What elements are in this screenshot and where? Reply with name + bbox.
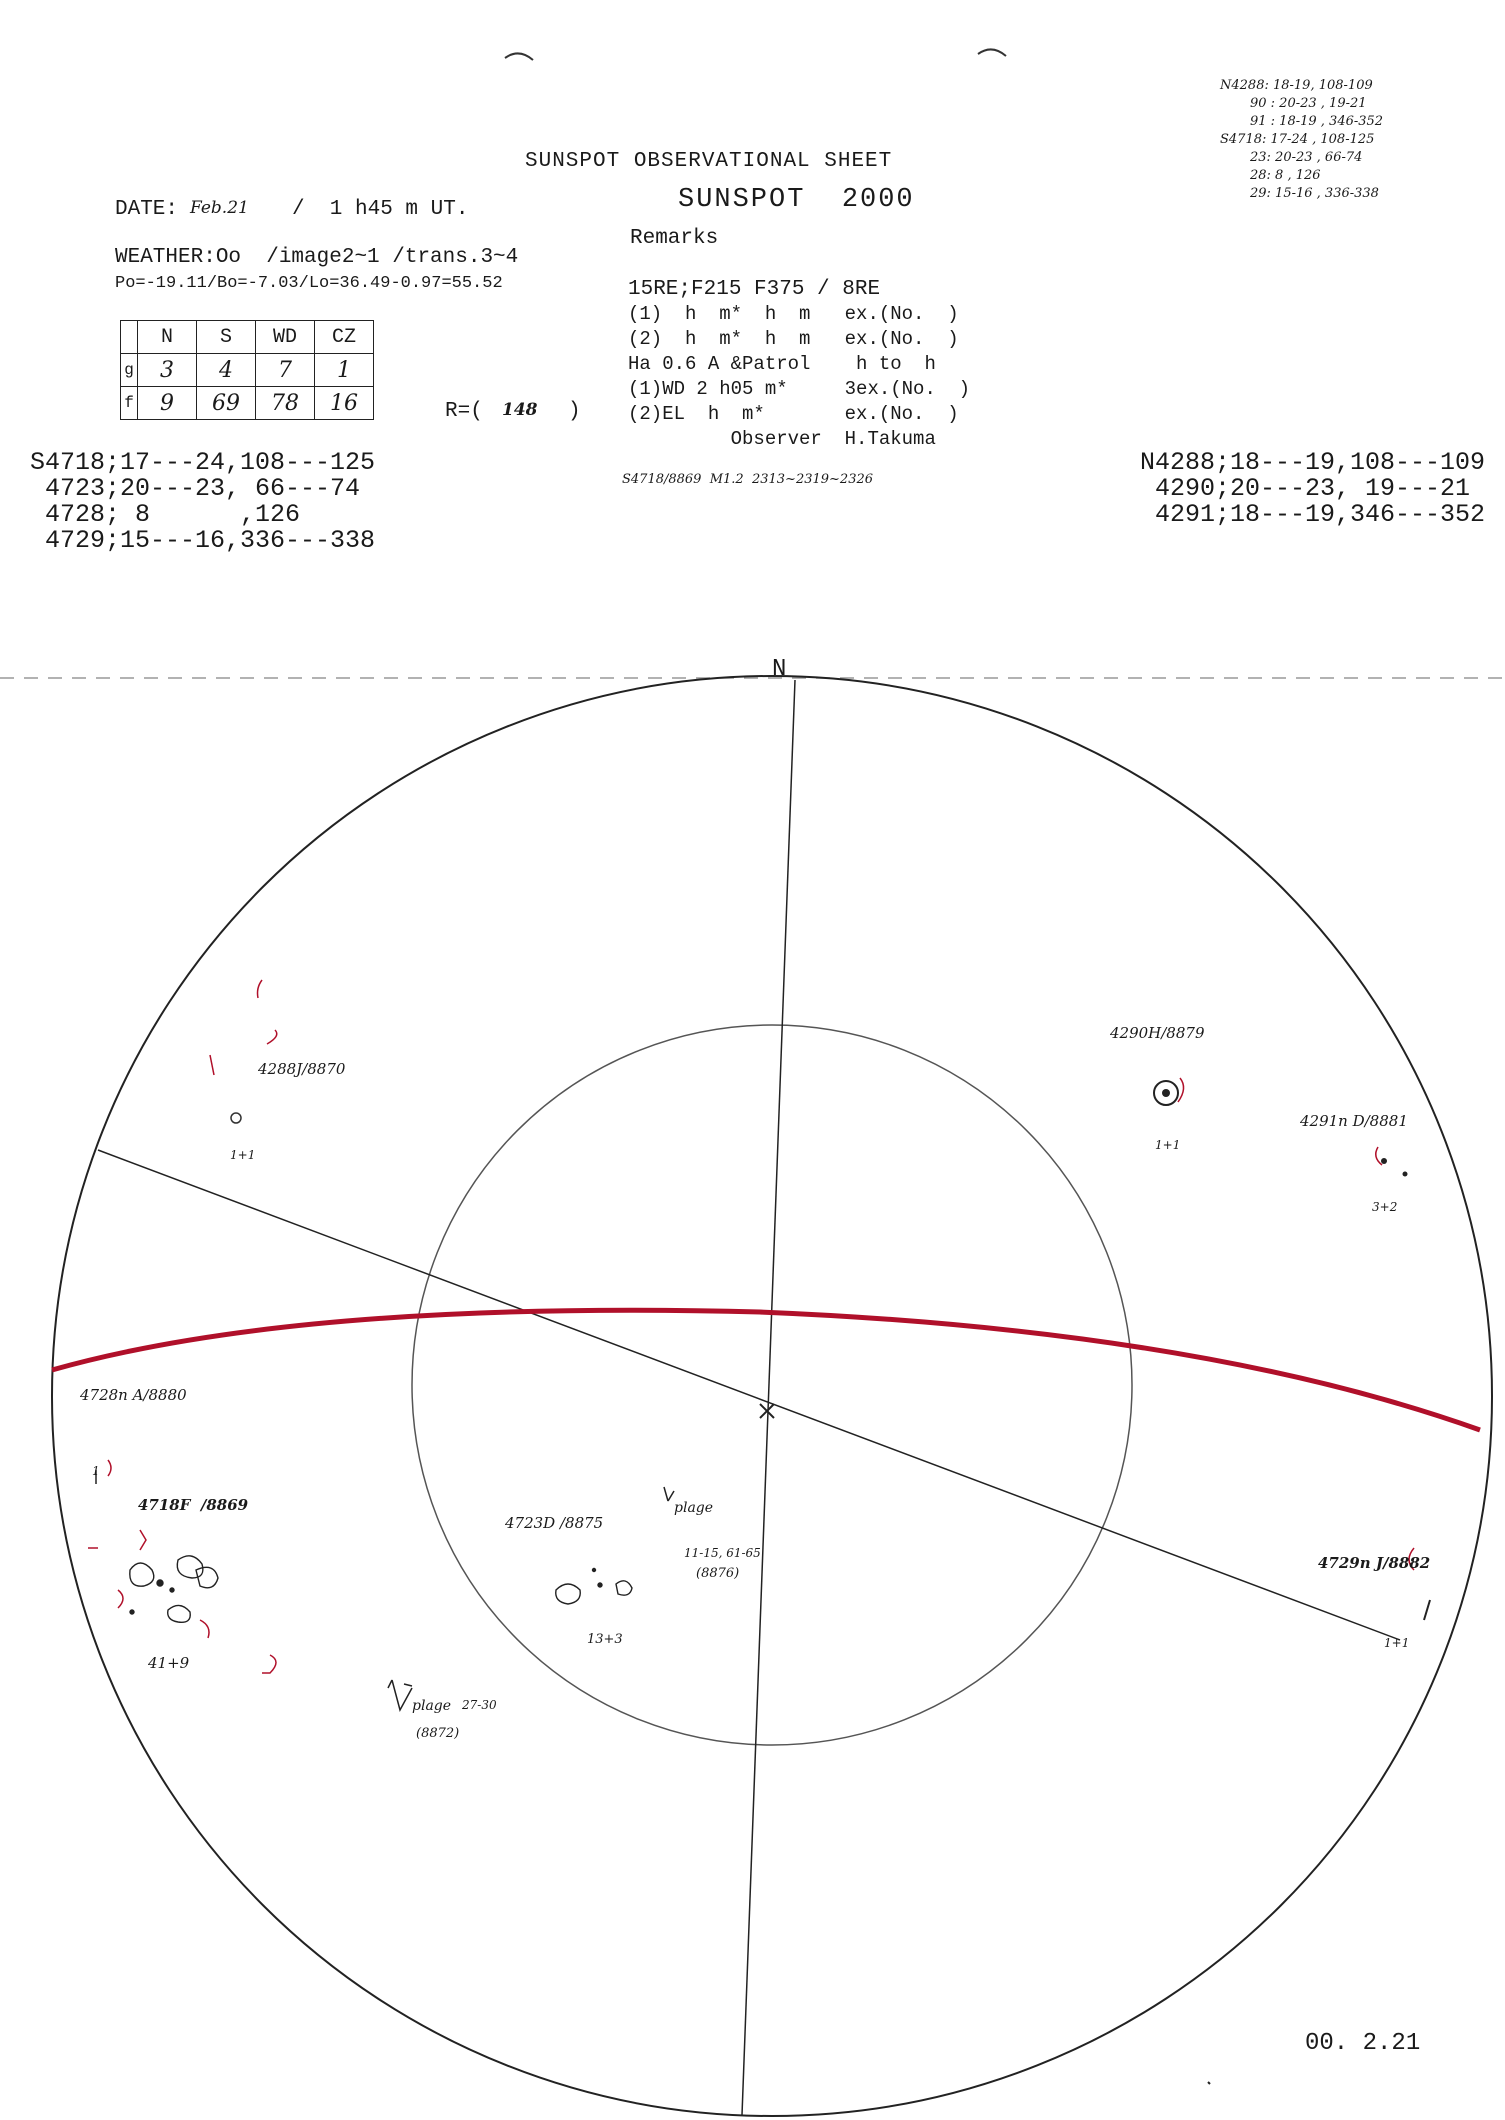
remark-line: Observer H.Takuma [628,428,936,450]
plage-arrow [388,1680,412,1710]
count-row-groups [121,354,374,387]
count-row-spots [121,387,374,420]
plage-ref: (8876) [696,1566,740,1581]
spot-group-4718 [130,1556,218,1622]
spot-marker-4729 [1424,1600,1430,1620]
spot-marker [1381,1158,1387,1164]
remark-line: Ha 0.6 A &Patrol h to h [628,353,936,375]
spot-marker [231,1113,241,1123]
note-line: 90 : 20-23 , 19-21 [1250,96,1367,111]
count-cell: 69 [197,387,256,420]
r-close: ) [568,400,581,423]
spot-group-4723 [556,1569,632,1605]
count-row-label: f [121,387,138,420]
date-label: DATE: [115,198,179,221]
count-header-n: N [138,321,197,354]
count-header-cz: CZ [315,321,374,354]
spot-label: 4718F /8869 [138,1496,249,1514]
remarks-block [628,278,970,453]
remark-note: S4718/8869 M1.2 2313~2319~2326 [622,472,874,487]
inner-circle [412,1025,1132,1745]
facula-mark [1376,1147,1382,1165]
plage-label: plage [674,1500,714,1516]
region-line: 4290;20---23, 19---21 [1140,474,1471,503]
spot-label: 4290H/8879 [1110,1024,1205,1042]
r-value: 148 [502,400,538,420]
count-cell: 7 [256,354,315,387]
spot-group-4718-red [88,1530,276,1673]
count-header-wd: WD [256,321,315,354]
note-line: 28: 8 , 126 [1250,168,1321,183]
spot-umbra [1162,1089,1170,1097]
remark-line: (1)WD 2 h05 m* 3ex.(No. ) [628,378,971,400]
note-line: N4288: 18-19, 108-109 [1220,78,1373,93]
plage-label: plage [412,1698,452,1714]
note-line: 23: 20-23 , 66-74 [1250,150,1363,165]
binder-marks [0,40,1505,110]
time-value: / 1 h45 m UT. [292,198,469,221]
count-cell: 9 [138,387,197,420]
right-region-list [1140,448,1486,529]
remarks-label: Remarks [630,227,719,250]
orientation-line: Po=-19.11/Bo=-7.03/Lo=36.49-0.97=55.52 [115,274,503,293]
remark-line: (2)EL h m* ex.(No. ) [628,403,959,425]
region-line: S4718;17---24,108---125 [30,448,376,477]
count-cell: 4 [197,354,256,387]
spot-label: 4729n J/8882 [1318,1554,1431,1572]
plage-detail: 27-30 [462,1698,497,1712]
spot-count: 3+2 [1372,1200,1398,1214]
solar-disk-outline [52,676,1492,2116]
region-line: 4291;18---19,346---352 [1140,500,1486,529]
count-cell: 16 [315,387,374,420]
plage-ref: (8872) [416,1726,460,1741]
spot-marker [1403,1172,1408,1177]
region-line: 4729;15---16,336---338 [30,526,376,555]
count-header-s: S [197,321,256,354]
region-line: 4723;20---23, 66---74 [30,474,361,503]
count-cell: 1 [315,354,374,387]
remark-line: (2) h m* h m ex.(No. ) [628,328,959,350]
count-cell: 78 [256,387,315,420]
facula-mark [258,980,263,998]
date-value: Feb.21 [190,198,249,218]
page-stamp: 00. 2.21 [1305,2030,1421,2057]
solar-disk-drawing [0,640,1505,2120]
r-label: R=( [445,400,483,423]
count-cell: 3 [138,354,197,387]
region-line: N4288;18---19,108---109 [1140,448,1486,477]
sheet-subtitle: SUNSPOT 2000 [678,185,915,215]
plage-detail: 11-15, 61-65 [684,1546,761,1560]
left-region-list [30,448,376,555]
note-line: 29: 15-16 , 336-338 [1250,186,1379,201]
count-table [120,320,374,420]
north-label: N [772,656,787,683]
remark-line: (1) h m* h m ex.(No. ) [628,303,959,325]
spot-count: 41+9 [148,1654,190,1672]
spot-count: 1+1 [230,1148,256,1162]
facula-mark [1178,1078,1184,1102]
remark-line: 15RE;F215 F375 / 8RE [628,278,881,301]
note-line: S4718: 17-24 , 108-125 [1220,132,1375,147]
region-line: 4728; 8 ,126 [30,500,301,529]
count-row-label: g [121,354,138,387]
polar-axis-line [742,680,795,2115]
plage-arrow [664,1487,674,1501]
reference-axis-line [98,1150,1400,1640]
weather-line: WEATHER:Oo /image2~1 /trans.3~4 [115,246,519,269]
sheet-title: SUNSPOT OBSERVATIONAL SHEET [525,150,893,173]
count-table-corner [121,321,138,354]
spot-count: 1+1 [1384,1636,1410,1650]
spot-count: 13+3 [587,1632,623,1647]
spot-label: 4288J/8870 [258,1060,346,1078]
spot-label: 4291n D/8881 [1300,1112,1408,1130]
facula-mark [108,1460,111,1476]
spot-count: 1 [92,1464,100,1478]
count-table-header-row [121,321,374,354]
note-line: 91 : 18-19 , 346-352 [1250,114,1384,129]
spot-label: 4723D /8875 [505,1514,604,1532]
spot-count: 1+1 [1155,1138,1181,1152]
spot-label: 4728n A/8880 [80,1386,187,1404]
